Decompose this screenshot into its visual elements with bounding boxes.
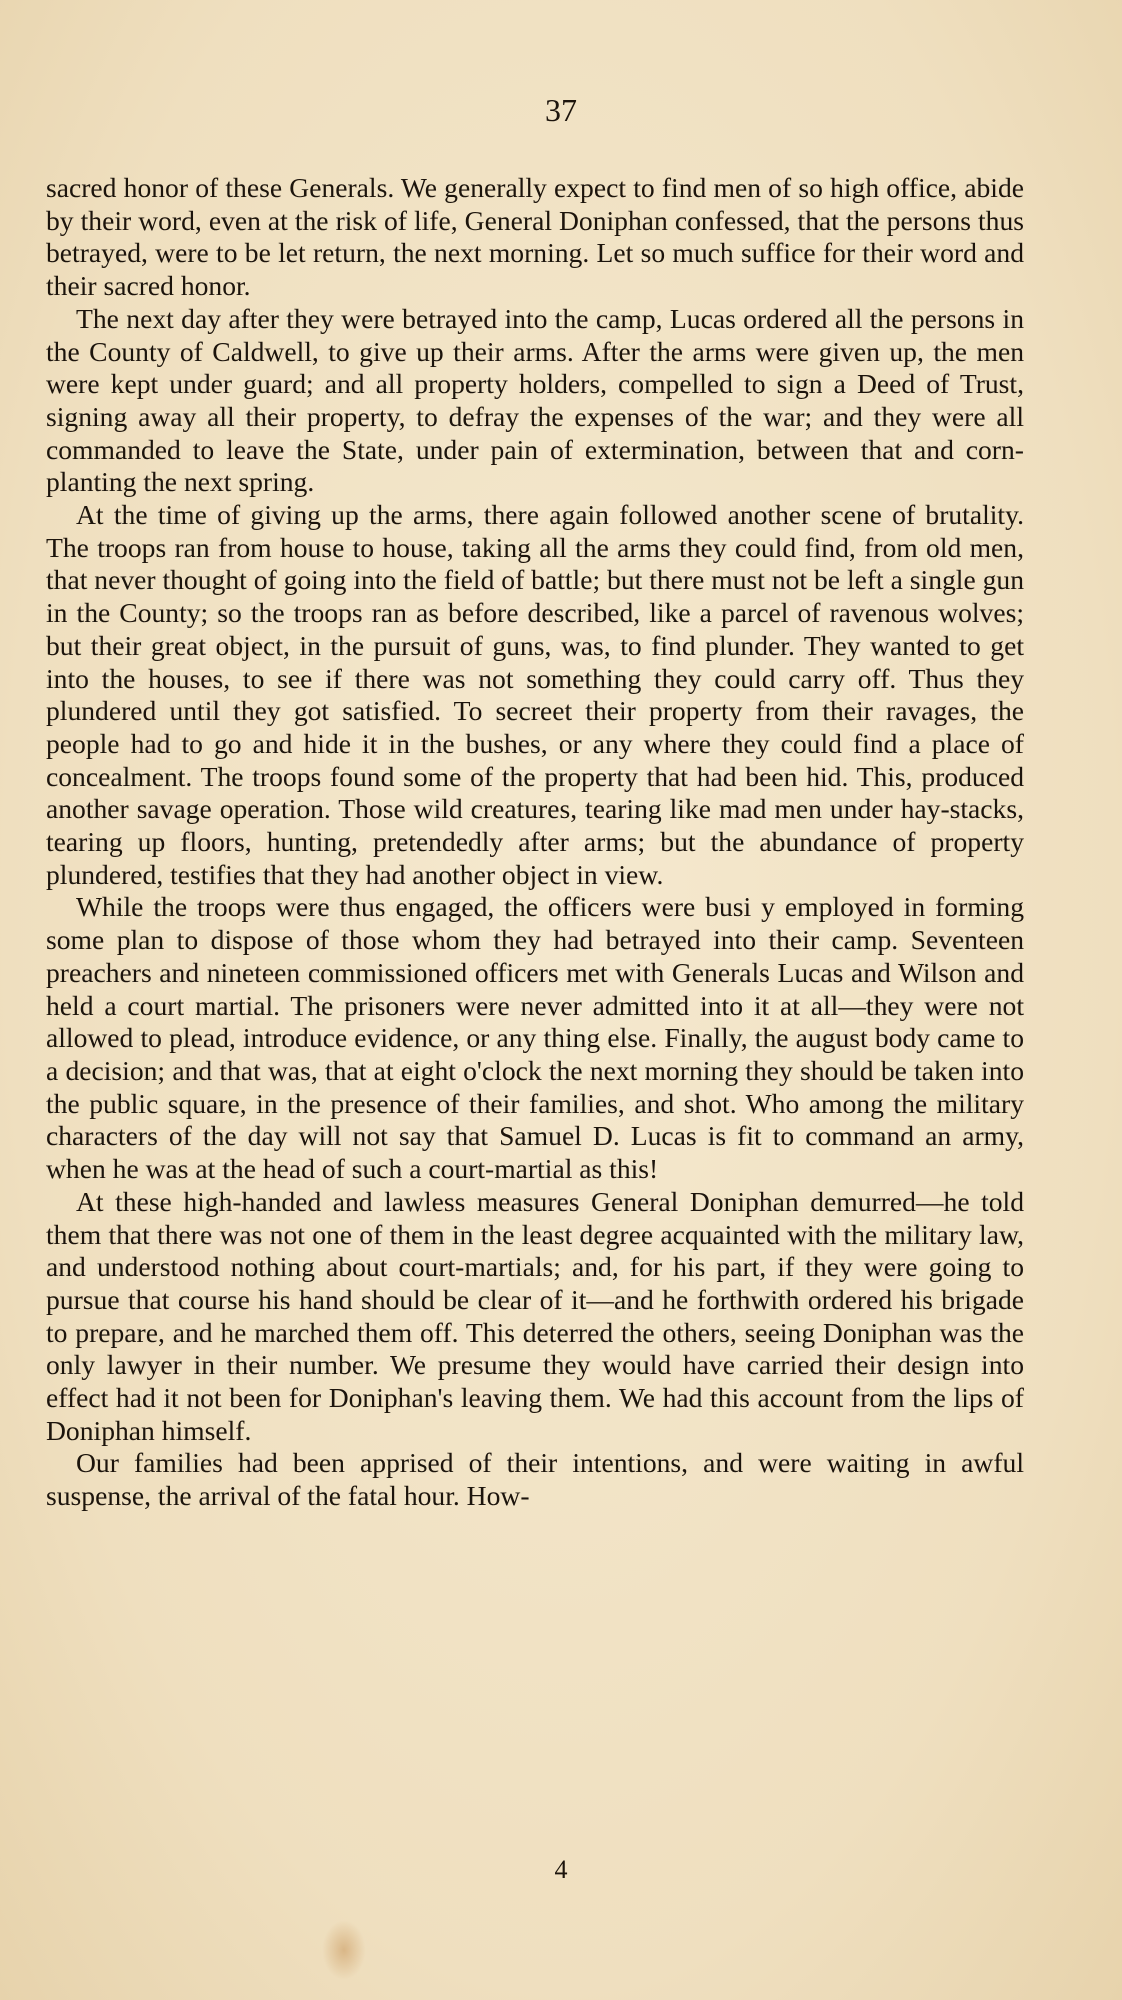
paragraph: Our families had been apprised of their intentions, and were waiting in awful suspense, the arrival of the fatal hour. How- — [46, 1447, 1024, 1512]
paper-stain — [322, 1920, 366, 1980]
signature-mark: 4 — [554, 1855, 568, 1884]
paragraph: sacred honor of these Generals. We generally expect to find men of so high office, abide by their word, even at the risk of life, General Doniphan confessed, that the persons thus betrayed, were to be let return, the next morning. Let so much suffice for their word and their sacred honor. — [46, 172, 1024, 302]
paragraph: The next day after they were betrayed into the camp, Lucas ordered all the persons in the County of Caldwell, to give up their arms. After the arms were given up, the men were kept under guard; and all property holders, compelled to sign a Deed of Trust, signing away all their property, to defray the expenses of the war; and they were all commanded to leave the State, under pain of extermination, between that and corn-planting the next spring. — [46, 302, 1024, 498]
page-number: 37 — [545, 92, 577, 128]
body-text — [46, 172, 1024, 1513]
paragraph: At the time of giving up the arms, there again followed another scene of brutality. The troops ran from house to house, taking all the arms they could find, from old men, that never thought of going into the field of battle; but there must not be left a single gun in the County; so the troops ran as before described, like a parcel of ravenous wolves; but their great object, in the pursuit of guns, was, to find plunder. They wanted to get into the houses, to see if there was not something they could carry off. Thus they plundered until they got satisfied. To secreet their property from their ravages, the people had to go and hide it in the bushes, or any where they could find a place of concealment. The troops found some of the property that had been hid. This, produced another savage operation. Those wild creatures, tearing like mad men under hay-stacks, tearing up floors, hunting, pretendedly after arms; but the abundance of property plundered, testifies that they had another object in view. — [46, 499, 1024, 890]
paragraph: At these high-handed and lawless measures General Doniphan demurred—he told them that there was not one of them in the least degree acquainted with the military law, and understood nothing about court-martials; and, for his part, if they were going to pursue that course his hand should be clear of it—and he forthwith ordered his brigade to prepare, and he marched them off. This deterred the others, seeing Doniphan was the only lawyer in their number. We presume they would have carried their design into effect had it not been for Doniphan's leaving them. We had this account from the lips of Doniphan himself. — [46, 1185, 1024, 1446]
paragraph: While the troops were thus engaged, the officers were busi y employed in forming some plan to dispose of those whom they had betrayed into their camp. Seventeen preachers and nineteen commissioned officers met with Generals Lucas and Wilson and held a court martial. The prisoners were never admitted into it at all—they were not allowed to plead, introduce evidence, or any thing else. Finally, the august body came to a decision; and that was, that at eight o'clock the next morning they should be taken into the public square, in the presence of their families, and shot. Who among the military characters of the day will not say that Samuel D. Lucas is fit to command an army, when he was at the head of such a court-martial as this! — [46, 891, 1024, 1185]
